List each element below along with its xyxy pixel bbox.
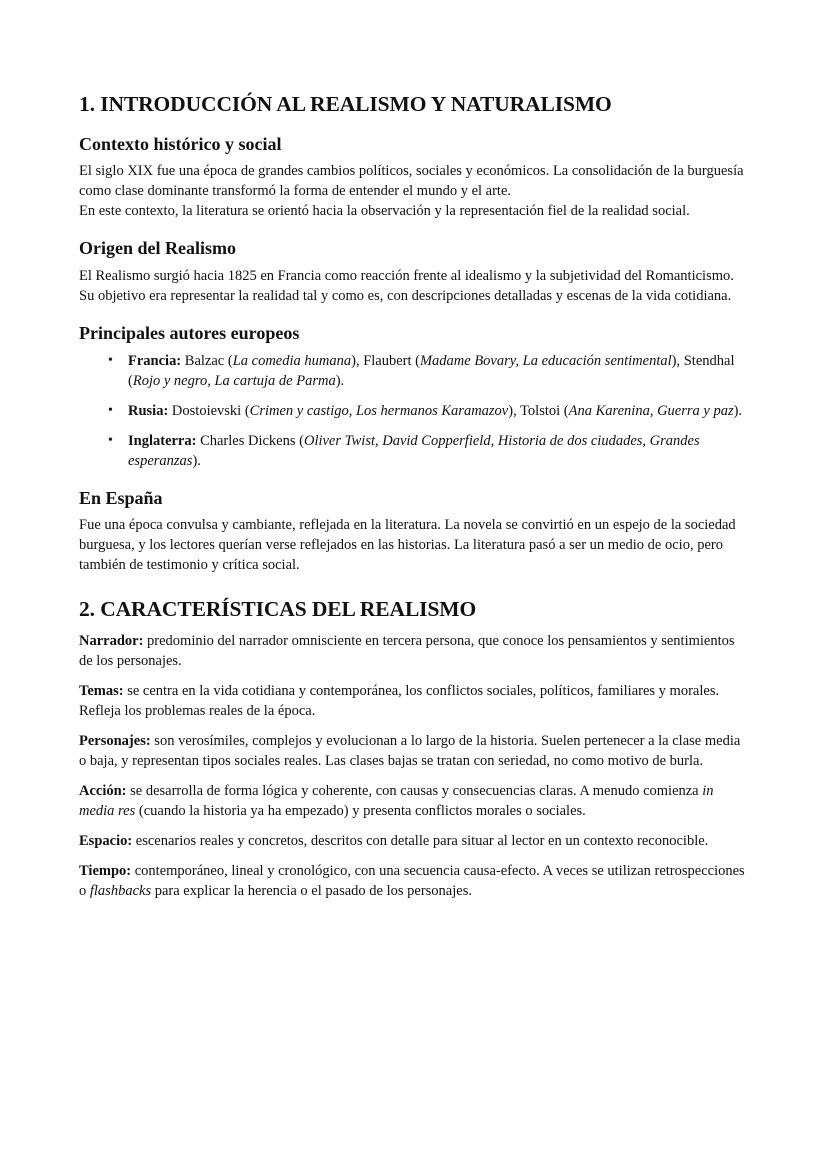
origin-paragraph: El Realismo surgió hacia 1825 en Francia como reacción frente al idealismo y la subjetividad del Romanticismo. Su objetivo era representar la realidad tal y como es, con descripciones detalladas y escenas de la vida cotidiana. xyxy=(79,267,734,304)
author-text: ). xyxy=(335,372,345,389)
feature-label: Espacio: xyxy=(79,832,133,849)
author-text: ), Flaubert ( xyxy=(351,352,420,369)
feature-narrador xyxy=(79,631,748,671)
country-label: Francia: xyxy=(128,352,182,369)
context-section xyxy=(79,134,748,222)
feature-label: Tiempo: xyxy=(79,862,132,879)
context-text-2: En este contexto, la literatura se orientó hacia la observación y la representación fiel de la realidad social. xyxy=(79,203,690,220)
feature-personajes xyxy=(79,731,748,771)
feature-text: contemporáneo, lineal y cronológico, con una secuencia causa-efecto. A veces se utilizan retrospecciones o xyxy=(79,862,745,899)
work-title: Rojo y negro, La cartuja de Parma xyxy=(132,372,336,389)
section-2-title: 2. CARACTERÍSTICAS DEL REALISMO xyxy=(79,597,477,622)
feature-tiempo xyxy=(79,861,748,901)
section-1-title: 1. INTRODUCCIÓN AL REALISMO Y NATURALISMO xyxy=(79,92,612,116)
feature-label: Temas: xyxy=(79,682,124,699)
author-text: Charles Dickens ( xyxy=(200,432,304,449)
country-label: Rusia: xyxy=(128,402,169,419)
feature-text: se centra en la vida cotidiana y contemporánea, los conflictos sociales, políticos, familiares y morales. Refleja los problemas reales de la época. xyxy=(79,682,720,719)
feature-text: escenarios reales y concretos, descritos con detalle para situar al lector en un contexto reconocible. xyxy=(135,832,709,849)
bullet-icon: • xyxy=(108,352,113,368)
author-text: Balzac ( xyxy=(184,352,233,369)
feature-espacio xyxy=(79,831,748,851)
feature-text: son verosímiles, complejos y evolucionan a lo largo de la historia. Suelen pertenecer a la clase media o baja, y representan tipos sociales reales. Las clases bajas se tratan con seriedad, no como motivo de burla. xyxy=(79,732,741,769)
authors-section xyxy=(79,323,748,471)
author-text: ). xyxy=(733,402,743,419)
spain-heading: En España xyxy=(79,487,163,508)
context-heading: Contexto histórico y social xyxy=(79,133,282,154)
author-text: ). xyxy=(192,452,201,469)
origin-section xyxy=(79,238,748,306)
feature-text: se desarrolla de forma lógica y coherente, con causas y consecuencias claras. A menudo comienza xyxy=(130,782,699,799)
bullet-icon: • xyxy=(108,402,113,418)
feature-label: Narrador: xyxy=(79,632,144,649)
feature-text: predominio del narrador omnisciente en tercera persona, que conoce los pensamientos y sentimientos de los personajes. xyxy=(79,632,735,669)
work-title: Madame Bovary, La educación sentimental xyxy=(419,352,672,369)
author-item-francia xyxy=(108,351,748,391)
origin-heading: Origen del Realismo xyxy=(79,238,236,259)
context-paragraph xyxy=(79,161,748,221)
authors-heading: Principales autores europeos xyxy=(79,322,300,343)
context-text-1: El siglo XIX fue una época de grandes cambios políticos, sociales y económicos. La consolidación de la burguesía como clase dominante transformó la forma de entender el mundo y el arte. xyxy=(79,163,744,200)
work-title: Ana Karenina, Guerra y paz xyxy=(568,402,734,419)
feature-label: Acción: xyxy=(79,782,127,799)
feature-emphasis: flashbacks xyxy=(89,882,152,899)
author-item-rusia xyxy=(108,401,748,421)
feature-temas xyxy=(79,681,748,721)
feature-label: Personajes: xyxy=(79,732,151,749)
author-text: ), Tolstoi ( xyxy=(508,402,569,419)
author-item-inglaterra xyxy=(108,431,748,471)
work-title: Crimen y castigo, Los hermanos Karamazov xyxy=(249,402,509,419)
bullet-icon: • xyxy=(108,432,113,448)
feature-emphasis: in media res xyxy=(79,782,714,819)
feature-text: (cuando la historia ya ha empezado) y presenta conflictos morales o sociales. xyxy=(138,802,586,819)
work-title: La comedia humana xyxy=(232,352,352,369)
spain-section xyxy=(79,488,748,576)
spain-paragraph: Fue una época convulsa y cambiante, reflejada en la literatura. La novela se convirtió en un espejo de la sociedad burguesa, y los lectores querían verse reflejados en las historias. La literatura pasó a ser un medio de ocio, pero también de testimonio y crítica social. xyxy=(79,517,736,574)
work-title: Oliver Twist, David Copperfield, Historia de dos ciudades, Grandes esperanzas xyxy=(128,432,700,469)
authors-list xyxy=(79,351,748,471)
country-label: Inglaterra: xyxy=(128,432,197,449)
author-text: ), Stendhal ( xyxy=(128,352,735,389)
feature-accion xyxy=(79,781,748,821)
author-text: Dostoievski ( xyxy=(171,402,250,419)
feature-text: para explicar la herencia o el pasado de los personajes. xyxy=(154,882,472,899)
